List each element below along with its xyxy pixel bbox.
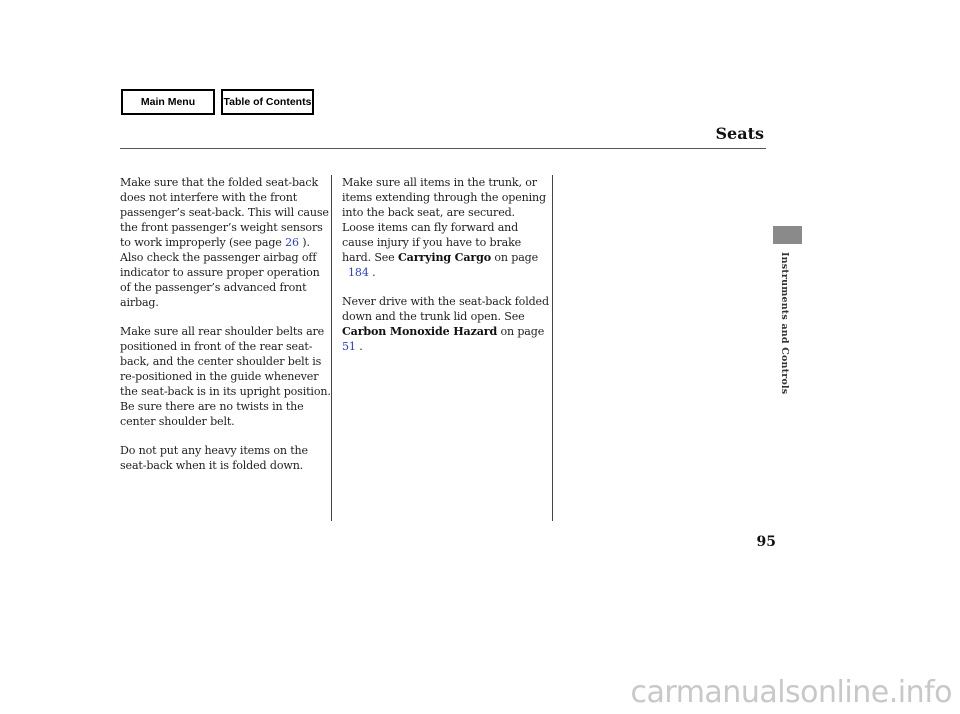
paragraph-trunk-items [342,175,550,280]
text-column-right [342,175,550,368]
paragraph-text: ). Also check the passenger airbag off indicator to assure proper operation of the passenger’s advanced front airbag. [120,236,320,309]
paragraph-text: Make sure all items in the trunk, or items extending through the opening into the back seat, are secured. Loose items can fly forward and cause injury if you have to brake hard. See [342,176,546,264]
chapter-tab-marker [773,226,802,244]
page-link-184[interactable]: 184 [348,266,369,279]
page-link-51[interactable]: 51 [342,340,356,353]
paragraph-trunk-lid [342,294,550,354]
chapter-label: Instruments and Controls [779,252,790,395]
paragraph-seat-back-interference [120,175,332,310]
ref-carbon-monoxide-hazard: Carbon Monoxide Hazard [342,325,498,338]
watermark: carmanualsonline.info [630,675,952,710]
paragraph-text: on page [497,325,545,338]
paragraph-shoulder-belts: Make sure all rear shoulder belts are positioned in front of the rear seat-back, and the center shoulder belt is re-positioned in the guide whenever the seat-back is in its upright position. Be sure there are no twists in the center shoulder belt. [120,325,331,428]
column-divider [552,175,553,521]
paragraph-text: Never drive with the seat-back folded down and the trunk lid open. See [342,295,549,323]
paragraph-heavy-items: Do not put any heavy items on the seat-back when it is folded down. [120,444,308,472]
table-of-contents-button[interactable]: Table of Contents [221,89,314,115]
page-link-26[interactable]: 26 [285,236,299,249]
page-number: 95 [756,534,776,550]
paragraph-text: Make sure that the folded seat-back does not interfere with the front passenger’s seat-back. This will cause the front passenger’s weight sensors to work improperly (see page [120,176,329,249]
ref-carrying-cargo: Carrying Cargo [397,251,491,264]
paragraph-text: . [355,340,363,353]
text-column-left [120,175,332,487]
main-menu-button[interactable]: Main Menu [121,89,215,115]
column-divider [331,175,332,521]
paragraph-text: on page [490,251,539,264]
section-title: Seats [715,124,764,143]
header-rule [120,148,766,149]
paragraph-text: . [368,266,376,279]
